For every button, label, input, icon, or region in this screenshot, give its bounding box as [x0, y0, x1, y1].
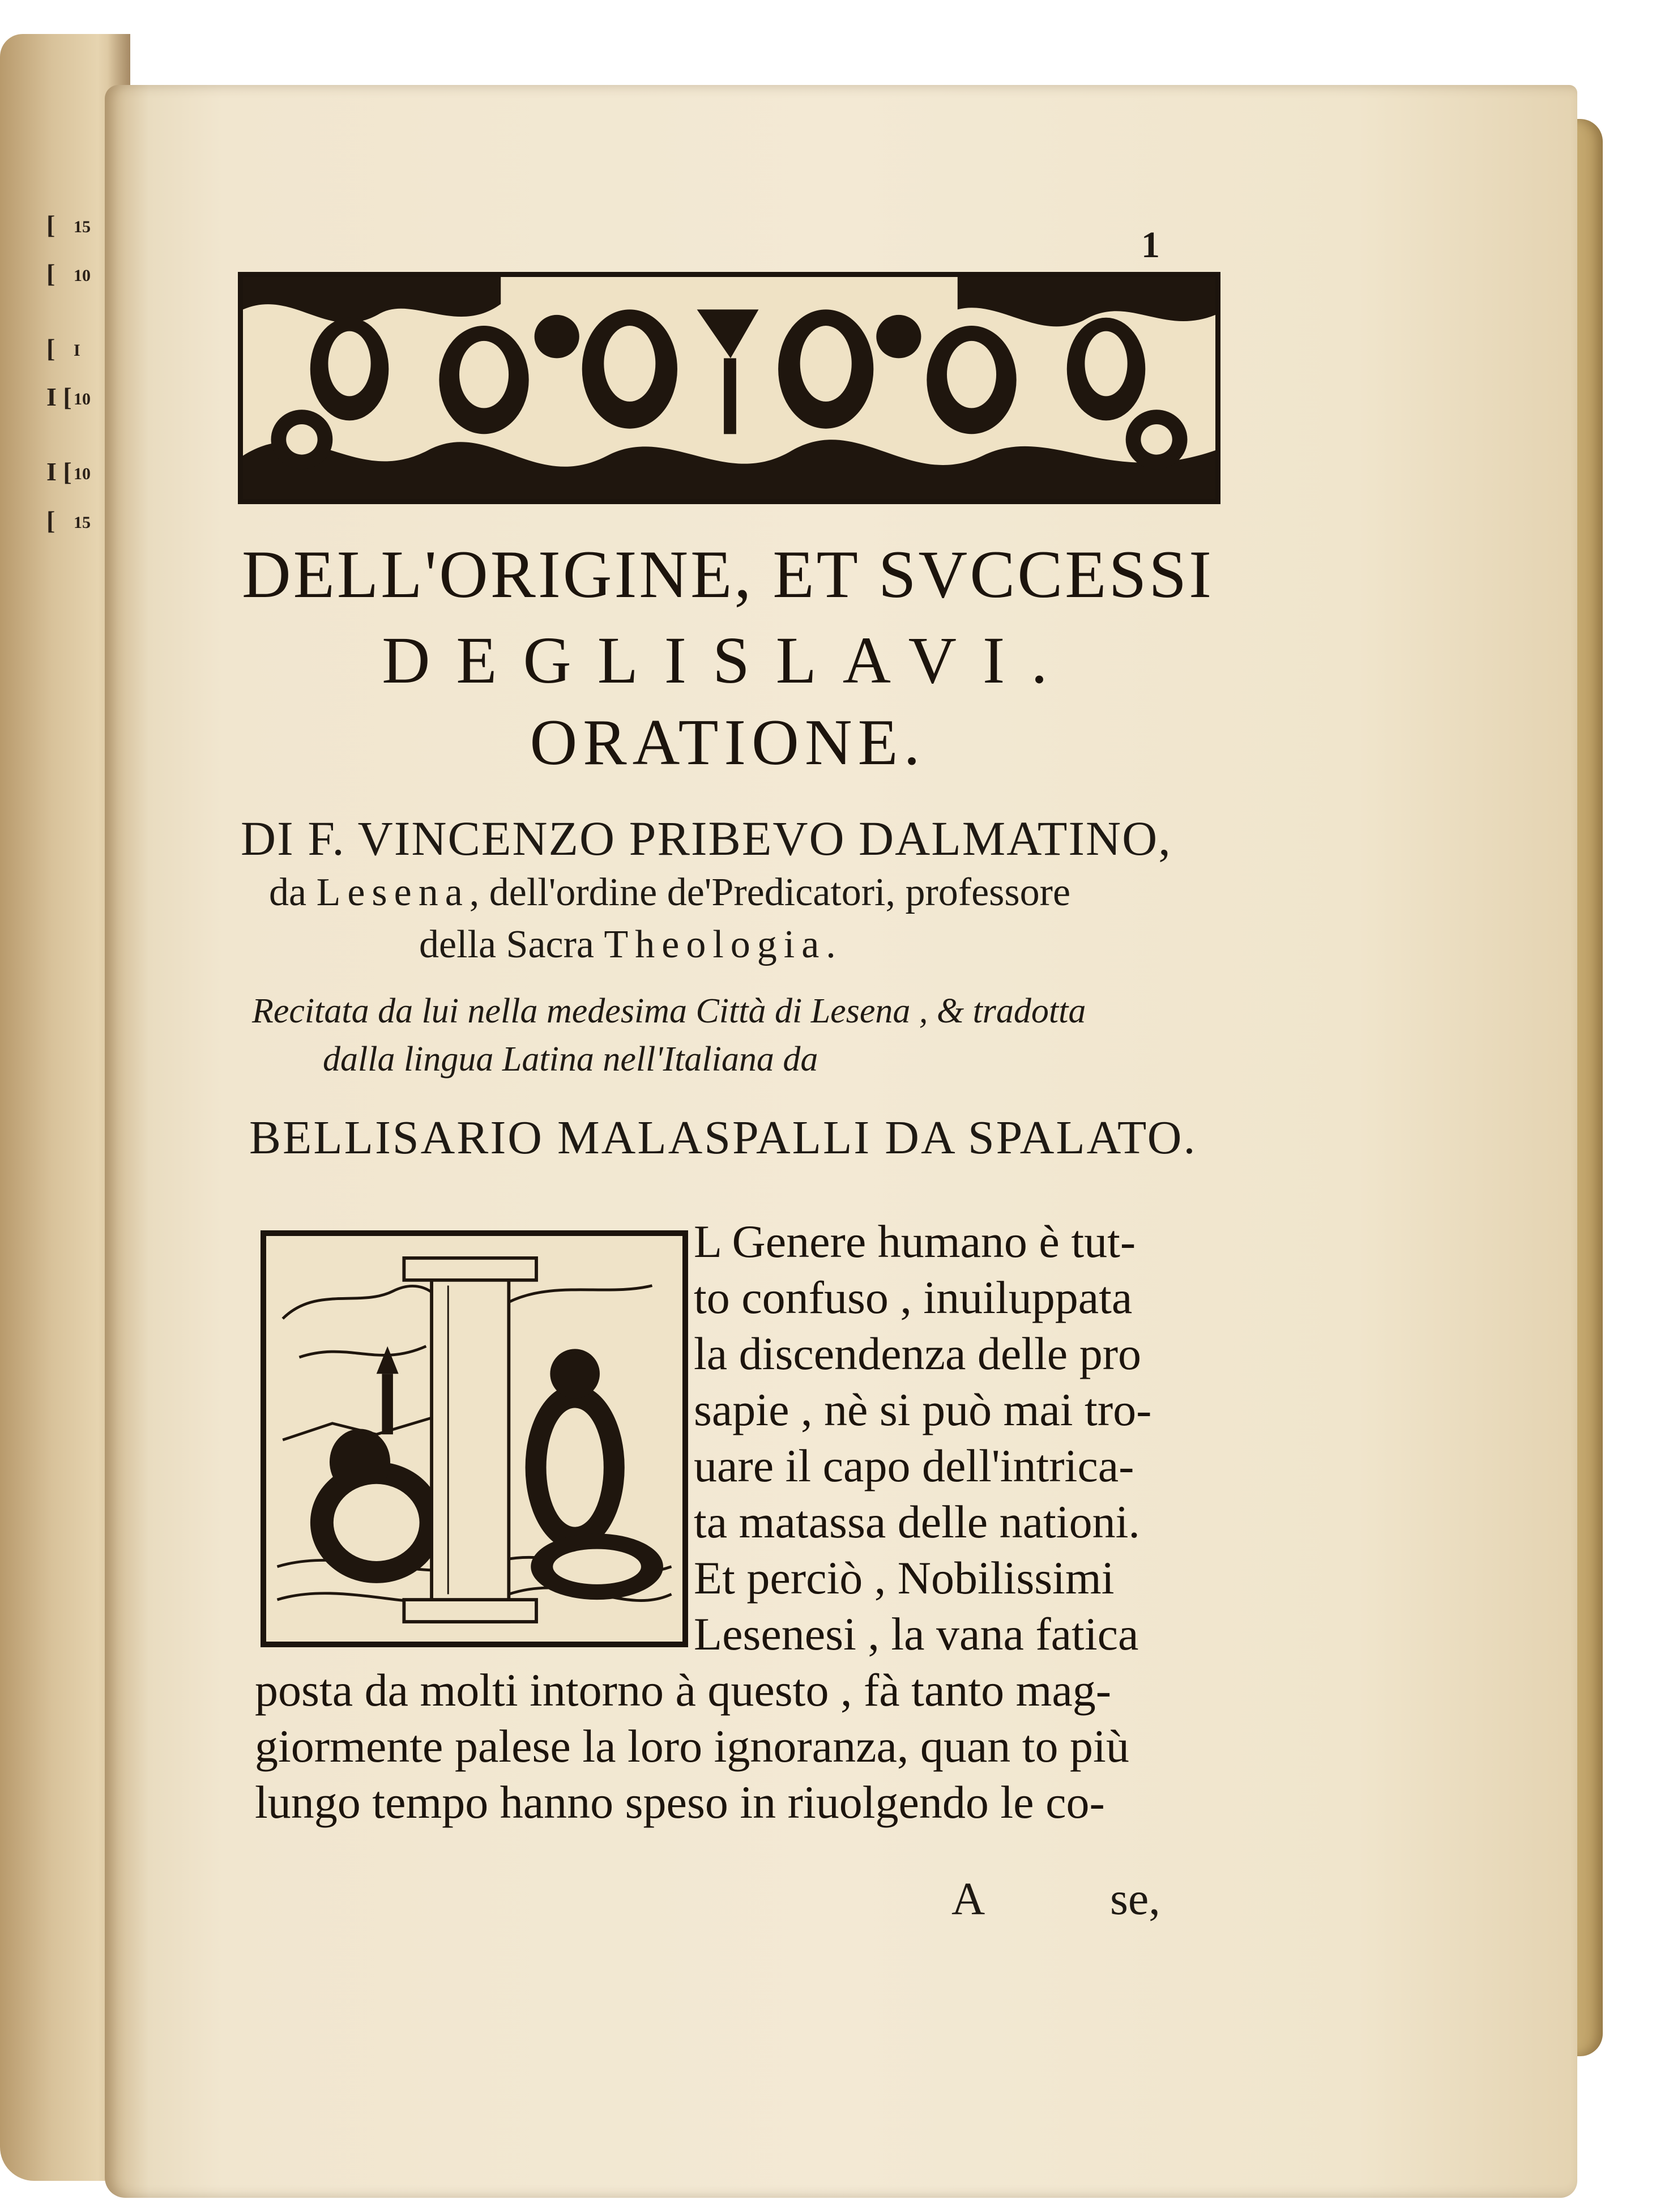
body-text-line: Lesenesi , la vana fatica — [694, 1608, 1139, 1660]
page-number: 1 — [1141, 224, 1160, 266]
margin-note-number: 10 — [74, 390, 91, 408]
woodcut-headpiece — [238, 272, 1220, 504]
body-text-line: L Genere humano è tut- — [694, 1216, 1136, 1267]
margin-note-mark: [ — [46, 506, 56, 535]
margin-note-number: 10 — [74, 266, 91, 285]
author-line-3-pre: della Sacra — [419, 923, 604, 966]
margin-note-mark: I [ — [46, 382, 72, 411]
woodcut-initial-icon — [266, 1236, 682, 1642]
body-text-line: to confuso , inuiluppata — [694, 1272, 1133, 1323]
body-text-line: giormente palese la loro ignoranza, quan to più — [255, 1720, 1129, 1772]
author-line-3-post: . — [826, 923, 836, 966]
recitata-line-2: dalla lingua Latina nell'Italiana da — [323, 1040, 818, 1079]
body-text-line: uare il capo dell'intrica- — [694, 1440, 1134, 1491]
author-title-line — [419, 922, 836, 968]
author-line-2-post: , dell'ordine de'Predicatori, professore — [469, 871, 1071, 914]
margin-note-mark: [ — [46, 259, 56, 288]
body-text-line: Et perciò , Nobilissimi — [694, 1552, 1115, 1604]
margin-note-mark: [ — [46, 334, 56, 363]
headpiece-ornament-icon — [243, 277, 1215, 499]
margin-note-number: I — [74, 341, 80, 360]
decorated-initial-I — [261, 1230, 688, 1647]
body-text-line: lungo tempo hanno speso in riuolgendo le co- — [255, 1776, 1105, 1828]
title-line-3: ORATIONE. — [530, 706, 926, 779]
margin-note-mark: I [ — [46, 457, 72, 486]
body-text-line: la discendenza delle pro — [694, 1328, 1142, 1379]
author-line-2-pre: da — [269, 871, 317, 914]
margin-note-number: 10 — [74, 464, 91, 483]
author-affiliation-line — [269, 870, 1070, 915]
title-line-1: DELL'ORIGINE, ET SVCCESSI — [241, 536, 1214, 612]
margin-note-number: 15 — [74, 218, 91, 236]
signature-mark: A — [951, 1873, 985, 1924]
translator-line: BELLISARIO MALASPALLI DA SPALATO. — [249, 1111, 1197, 1164]
catchword: se, — [1110, 1873, 1160, 1924]
city-name: Lesena — [316, 871, 470, 914]
recitata-line-1: Recitata da lui nella medesima Città di Lesena , & tradotta — [252, 992, 1086, 1030]
title-line-2: DEGLISLAVI. — [382, 623, 1074, 697]
margin-note-number: 15 — [74, 513, 91, 532]
body-text-line: ta matassa delle nationi. — [694, 1496, 1140, 1548]
body-text-line: posta da molti intorno à questo , fà tanto mag- — [255, 1664, 1112, 1716]
author-line: DI F. VINCENZO PRIBEVO DALMATINO, — [241, 811, 1172, 866]
margin-note-mark: [ — [46, 210, 56, 239]
body-text-line: sapie , nè si può mai tro- — [694, 1384, 1152, 1435]
theology-word: Theologia — [604, 923, 826, 966]
